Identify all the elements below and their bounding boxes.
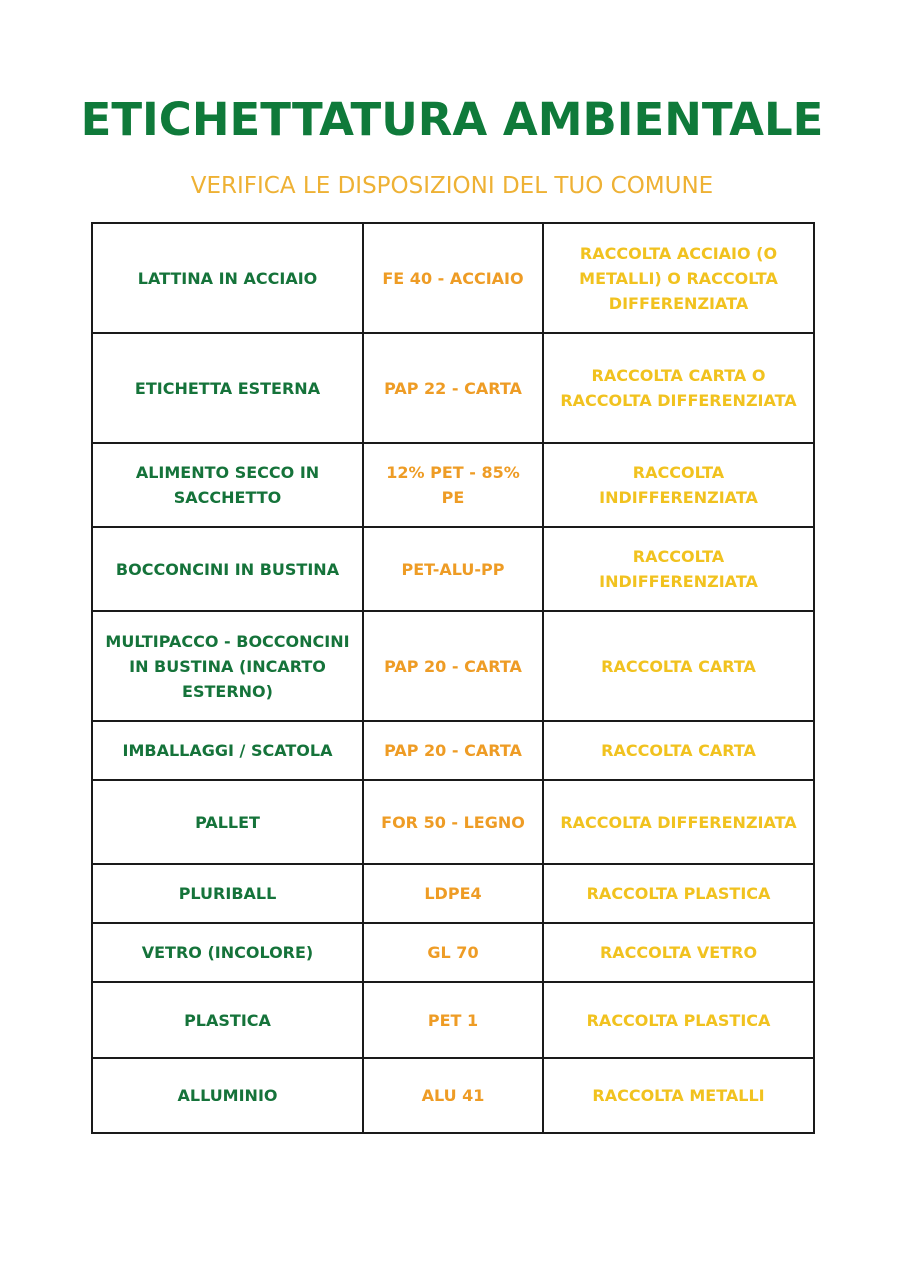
table-row <box>92 780 814 864</box>
packaging-item-cell: LATTINA IN ACCIAIO <box>92 223 363 333</box>
packaging-item-cell: PALLET <box>92 780 363 864</box>
table-row <box>92 982 814 1058</box>
disposal-cell: RACCOLTA CARTA <box>543 611 814 721</box>
disposal-cell: RACCOLTA ACCIAIO (O METALLI) O RACCOLTA DIFFERENZIATA <box>543 223 814 333</box>
material-code-cell: PET-ALU-PP <box>363 527 543 611</box>
table-row <box>92 721 814 780</box>
material-code-cell: PAP 20 - CARTA <box>363 721 543 780</box>
disposal-cell: RACCOLTA CARTA O RACCOLTA DIFFERENZIATA <box>543 333 814 443</box>
page-title: ETICHETTATURA AMBIENTALE <box>80 93 824 146</box>
packaging-item-cell: ALLUMINIO <box>92 1058 363 1133</box>
material-code-cell: PAP 22 - CARTA <box>363 333 543 443</box>
table-row <box>92 527 814 611</box>
disposal-cell: RACCOLTA INDIFFERENZIATA <box>543 527 814 611</box>
material-code-cell: FE 40 - ACCIAIO <box>363 223 543 333</box>
packaging-item-cell: BOCCONCINI IN BUSTINA <box>92 527 363 611</box>
packaging-item-cell: VETRO (INCOLORE) <box>92 923 363 982</box>
table-row <box>92 611 814 721</box>
material-code-cell: PAP 20 - CARTA <box>363 611 543 721</box>
material-code-cell: GL 70 <box>363 923 543 982</box>
disposal-cell: RACCOLTA INDIFFERENZIATA <box>543 443 814 527</box>
packaging-item-cell: MULTIPACCO - BOCCONCINI IN BUSTINA (INCARTO ESTERNO) <box>92 611 363 721</box>
table-row <box>92 1058 814 1133</box>
table-row <box>92 443 814 527</box>
labeling-table <box>91 222 815 1134</box>
table-row <box>92 864 814 923</box>
table-row <box>92 223 814 333</box>
material-code-cell: 12% PET - 85% PE <box>363 443 543 527</box>
packaging-item-cell: ALIMENTO SECCO IN SACCHETTO <box>92 443 363 527</box>
disposal-cell: RACCOLTA PLASTICA <box>543 864 814 923</box>
packaging-item-cell: PLURIBALL <box>92 864 363 923</box>
disposal-cell: RACCOLTA VETRO <box>543 923 814 982</box>
disposal-cell: RACCOLTA METALLI <box>543 1058 814 1133</box>
packaging-item-cell: PLASTICA <box>92 982 363 1058</box>
packaging-item-cell: ETICHETTA ESTERNA <box>92 333 363 443</box>
material-code-cell: PET 1 <box>363 982 543 1058</box>
disposal-cell: RACCOLTA PLASTICA <box>543 982 814 1058</box>
material-code-cell: ALU 41 <box>363 1058 543 1133</box>
packaging-item-cell: IMBALLAGGI / SCATOLA <box>92 721 363 780</box>
page-subtitle: VERIFICA LE DISPOSIZIONI DEL TUO COMUNE <box>190 173 714 199</box>
material-code-cell: LDPE4 <box>363 864 543 923</box>
disposal-cell: RACCOLTA DIFFERENZIATA <box>543 780 814 864</box>
disposal-cell: RACCOLTA CARTA <box>543 721 814 780</box>
table-row <box>92 923 814 982</box>
table-row <box>92 333 814 443</box>
material-code-cell: FOR 50 - LEGNO <box>363 780 543 864</box>
